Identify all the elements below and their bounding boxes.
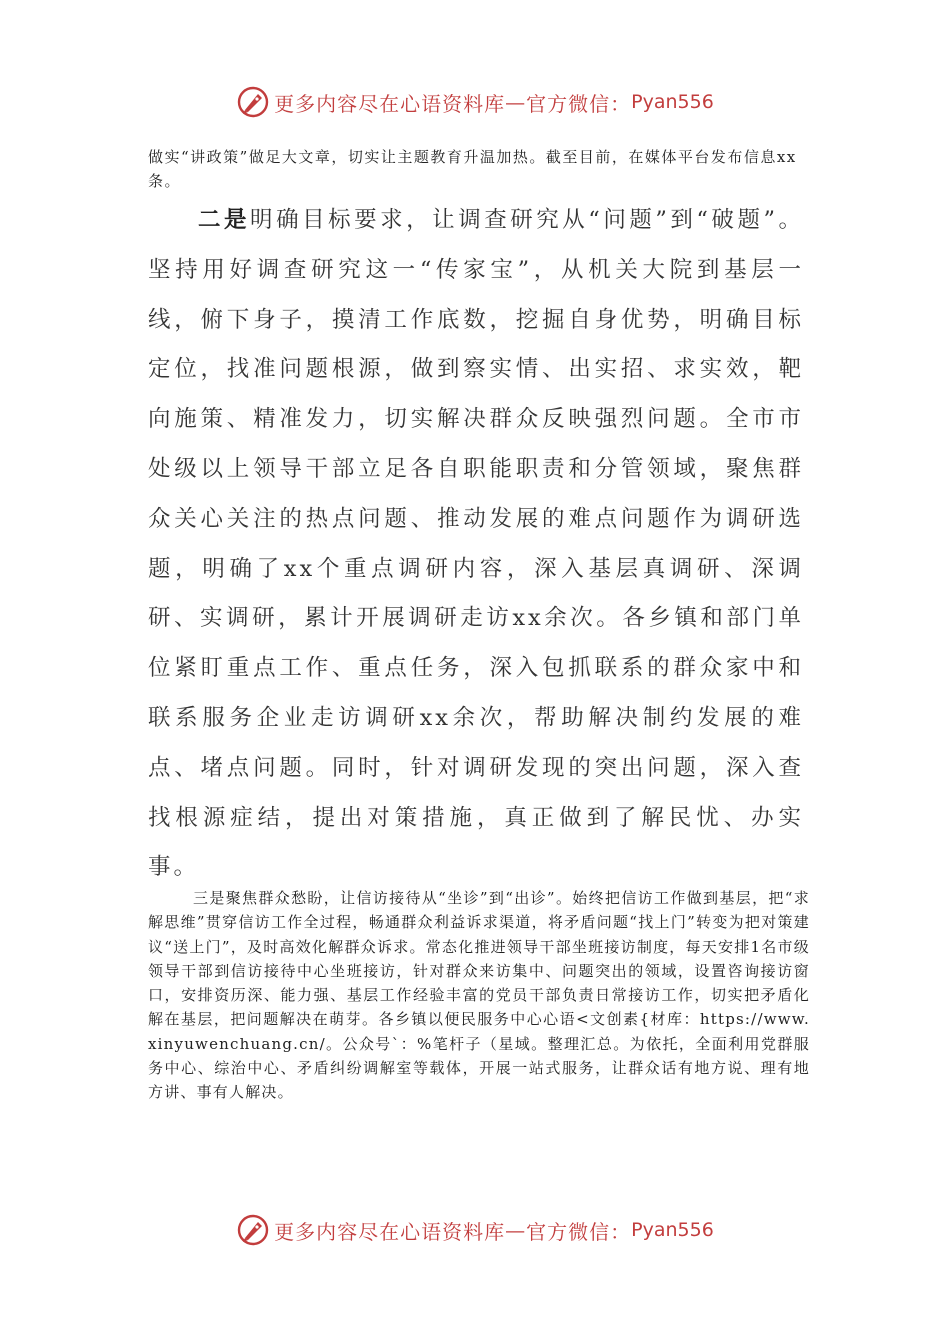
paragraph-continuation: 做实“讲政策”做足大文章，切实让主题教育升温加热。截至目前，在媒体平台发布信息xx条。 — [148, 148, 797, 190]
banner-separator: — — [505, 1218, 527, 1242]
banner-wechat-id: Pyan556 — [631, 91, 714, 113]
banner-title: 更多内容尽在心语资料库 — [274, 91, 506, 116]
banner-official-label: 官方微信： — [526, 91, 632, 116]
pen-nib-logo-icon — [236, 1213, 270, 1247]
footer-banner — [0, 1210, 950, 1250]
paragraph-petition: 三是聚焦群众愁盼，让信访接待从“坐诊”到“出诊”。始终把信访工作做到基层，把“求解思维”贯穿信访工作全过程，畅通群众利益诉求渠道，将矛盾问题“找上门”转变为把对策建议“送上门”，及时高效化解群众诉求。常态化推进领导干部坐班接访制度，每天安排1名市级领导干部到信访接待中心坐班接访，针对群众来访集中、问题突出的领域，设置咨询接访窗口，安排资历深、能力强、基层工作经验丰富的党员干部负责日常接访工作，切实把矛盾化解在基层，把问题解决在萌芽。各乡镇以便民服务中心心语<文创素{材库：https://www.xinyuwenchuang.cn/。公众号`：%笔杆子（星域。整理汇总。为依托，全面利用党群服务中心、综治中心、矛盾纠纷调解室等载体，开展一站式服务，让群众话有地方说、理有地方讲、事有人解决。 — [148, 889, 810, 1102]
banner-separator: — — [505, 90, 527, 114]
header-banner — [0, 82, 950, 122]
banner-title: 更多内容尽在心语资料库 — [274, 1219, 506, 1244]
paragraph-research — [148, 196, 804, 893]
paragraph-lead: 二是 — [198, 207, 251, 233]
paragraph-research-body: 明确目标要求，让调查研究从“问题”到“破题”。坚持用好调查研究这一“传家宝”，从机关大院到基层一线，俯下身子，摸清工作底数，挖掘自身优势，明确目标定位，找准问题根源，做到察实情、出实招、求实效，靶向施策、精准发力，切实解决群众反映强烈问题。全市市处级以上领导干部立足各自职能职责和分管领域，聚焦群众关心关注的热点问题、推动发展的难点问题作为调研选题，明确了xx个重点调研内容，深入基层真调研、深调研、实调研，累计开展调研走访xx余次。各乡镇和部门单位紧盯重点工作、重点任务，深入包抓联系的群众家中和联系服务企业走访调研xx余次，帮助解决制约发展的难点、堵点问题。同时，针对调研发现的突出问题，深入查找根源症结，提出对策措施，真正做到了解民忧、办实事。 — [148, 207, 804, 881]
banner-wechat-id: Pyan556 — [631, 1219, 714, 1241]
banner-official-label: 官方微信： — [526, 1219, 632, 1244]
pen-nib-logo-icon — [236, 85, 270, 119]
